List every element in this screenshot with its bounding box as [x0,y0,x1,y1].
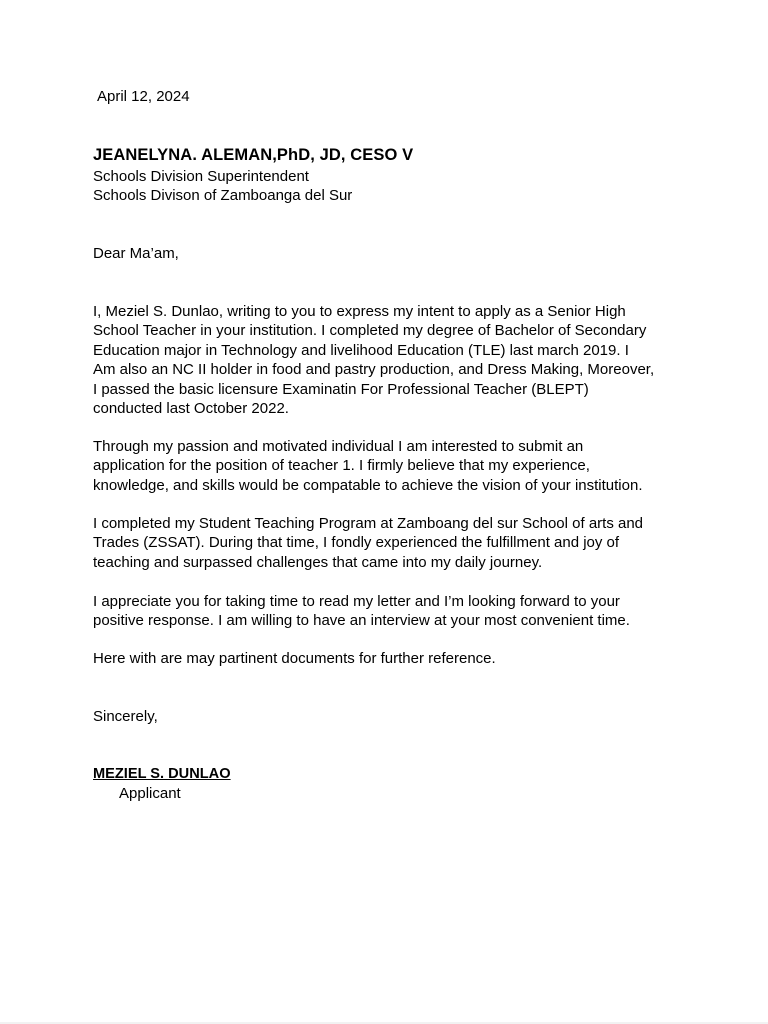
signature-title: Applicant [119,785,181,802]
paragraph-line: Here with are may partinent documents for further reference. [93,650,496,667]
paragraph-line: School Teacher in your institution. I completed my degree of Bachelor of Secondary [93,322,647,340]
paragraph-line: application for the position of teacher 1. I firmly believe that my experience, [93,457,590,475]
paragraph-line: Through my passion and motivated individual I am interested to submit an [93,438,584,455]
paragraph-line: Education major in Technology and livelihood Education (TLE) last march 2019. I [93,341,629,359]
signature-name: MEZIEL S. DUNLAO [93,766,231,782]
paragraph-line: Am also an NC II holder in food and pastry production, and Dress Making, Moreover, [93,361,655,379]
body-paragraph-5 [93,649,693,668]
recipient-name: JEANELYNA. ALEMAN,PhD, JD, CESO V [93,146,414,164]
paragraph-line: I, Meziel S. Dunlao, writing to you to express my intent to apply as a Senior High [93,303,626,320]
paragraph-line: positive response. I am willing to have an interview at your most convenient time. [93,612,630,630]
paragraph-line: Trades (ZSSAT). During that time, I fondly experienced the fulfillment and joy of [93,534,620,552]
letter-date: April 12, 2024 [97,88,190,105]
paragraph-line: knowledge, and skills would be compatable to achieve the vision of your institution. [93,476,643,494]
closing: Sincerely, [93,708,158,725]
paragraph-line: I passed the basic licensure Examinatin For Professional Teacher (BLEPT) [93,380,589,398]
body-paragraph-2 [93,437,693,495]
body-paragraph-1 [93,302,693,418]
recipient-office: Schools Divison of Zamboanga del Sur [93,187,353,204]
recipient-position: Schools Division Superintendent [93,168,309,185]
body-paragraph-4 [93,592,693,631]
body-paragraph-3 [93,514,693,572]
paragraph-line: I completed my Student Teaching Program at Zamboang del sur School of arts and [93,515,644,532]
paragraph-line: teaching and surpassed challenges that came into my daily journey. [93,553,543,571]
salutation: Dear Ma’am, [93,245,179,262]
paragraph-line: conducted last October 2022. [93,400,289,418]
paragraph-line: I appreciate you for taking time to read my letter and I’m looking forward to your [93,593,620,610]
